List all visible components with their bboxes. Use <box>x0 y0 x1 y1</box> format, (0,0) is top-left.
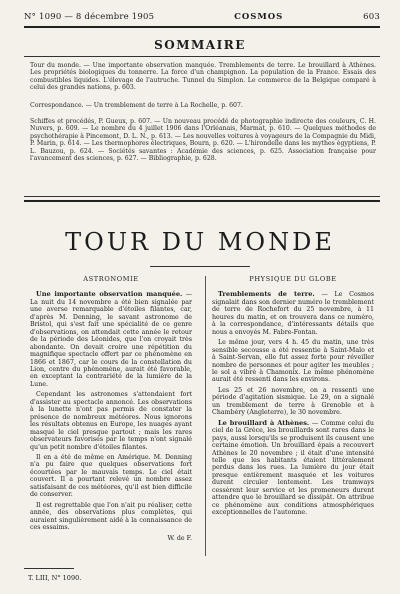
article-subhead: Une importante observation manquée. <box>36 290 183 299</box>
page-footer: T. LIII, N° 1090. <box>28 574 82 582</box>
article-subhead: Le brouillard à Athènes. <box>218 418 310 427</box>
issue-number: N° 1090 — 8 décembre 1905 <box>24 12 155 22</box>
article-paragraph: Le brouillard à Athènes. — Comme celui du ciel de la Grèce, les brouillards sont rares dans le pays, aussi lorsqu'ils se produisent ils causent une certaine émotion. Un brouillard épais a recouvert Athènes le 20 novembre ; il était d'une intensité telle que les habitants étaient littéralement perdus dans les rues. La lumière du jour était presque entièrement masquée et les voitures durent circuler lentement. Les tramways cessèrent leur service et les promeneurs durent attendre que le brouillard se dissipât. On attribue ce phénomène aux conditions atmosphériques exceptionnelles de l'automne. <box>212 418 374 517</box>
section-heading-astronomie: ASTRONOMIE <box>83 275 139 283</box>
article-paragraph: Les 25 et 26 novembre, on a ressenti une période d'agitation sismique. Le 29, on a signalé un tremblement de terre à Grenoble et à Chambéry (Angleterre), le 30 novembre. <box>212 386 374 417</box>
journal-name: COSMOS <box>234 12 284 22</box>
column-divider <box>205 276 206 556</box>
sommaire-title: SOMMAIRE <box>154 38 246 52</box>
article-subhead: Tremblements de terre. <box>218 290 315 299</box>
sommaire-rule-bottom <box>24 196 380 197</box>
title-underline <box>150 266 250 267</box>
article-paragraph: Tremblements de terre. — Le Cosmos signalait dans son dernier numéro le tremblement de terre de Rochefort du 25 novembre, à 11 heures du matin, et on trouvera dans ce numéro, à la correspondance, d'intéressants détails que nous a envoyés M. Fabre-Fontan. <box>212 290 374 336</box>
article-paragraph: Il en a été de même en Amérique. M. Denning n'a pu faire que quelques observations fort écourtées par le mauvais temps. Le ciel était couvert. Il a pourtant relevé un nombre assez satisfaisant de ces météores, qu'il est bien difficile de conserver. <box>30 453 192 499</box>
page-number: 603 <box>363 12 380 22</box>
section-heading-physique: PHYSIQUE DU GLOBE <box>249 275 337 283</box>
section-rule <box>24 200 380 202</box>
right-column <box>212 276 374 520</box>
article-signature: W. de F. <box>167 534 192 542</box>
tour-du-monde-title: TOUR DU MONDE <box>65 228 335 256</box>
sommaire-paragraph-3: Schiffes et procédés, P. Gueux, p. 607. — Un nouveau procédé de photographie indirecte des couleurs, C. H. Nuvers, p. 609. — Le nombre du 4 juillet 1906 dans l'Orléanais, Marmat, p. 610. — Quelques méthodes de psychothérapie à Pincemont, D. L. N., p. 613. — Les nouvelles voitures à voyageurs de la Compagnie du Midi, P. Marin, p. 614. — Les thermophores électriques, Bourn, p. 620. — L'hirondelle dans les mythes égyptiens, P. L. Bauzou, p. 624. — Sociétés savantes : Académie des sciences, p. 625. Association française pour l'avancement des sciences, p. 627. — Bibliographie, p. 628. <box>30 118 376 163</box>
footer-rule <box>24 568 74 569</box>
header-rule <box>24 26 380 28</box>
sommaire-paragraph-1: Tour du monde. — Une importante observation manquée. Tremblements de terre. Le brouillard à Athènes. Les propriétés biologiques du tonnerre. La force d'un champignon. La population de la France. Essais des combustibles liquides. L'élevage de l'autruche. Tunnel du Simplon. Le commerce de la Belgique comparé à celui des grandes nations, p. 603. <box>30 62 376 92</box>
sommaire-paragraph-2: Correspondance. — Un tremblement de terre à La Rochelle, p. 607. <box>30 102 243 109</box>
page-header <box>24 11 380 23</box>
article-paragraph: Le même jour, vers 4 h. 45 du matin, une très sensible secousse a été ressentie à Saint-Malo et à Saint-Servan, elle fut assez forte pour réveiller nombre de personnes et pour agiter les meubles ; le sol a vibré à Chamonix. Le même phénomène aurait été ressenti dans les environs. <box>212 339 374 384</box>
article-paragraph: Il est regrettable que l'on n'ait pu réaliser, cette année, des observations plus complètes, qui auraient singulièrement aidé à la connaissance de ces essaims. <box>30 501 192 532</box>
left-column <box>30 276 192 542</box>
sommaire-rule-top <box>24 56 380 57</box>
article-paragraph: Cependant les astronomes s'attendaient fort d'assister au spectacle annoncé. Les observations à la lunette n'ont pas permis de constater la présence de nombreux météores. Nous ignorons les résultats obtenus en Europe, les nuages ayant masqué le ciel presque partout ; mais les rares observateurs favorisés par le temps n'ont signalé qu'un petit nombre d'étoiles filantes. <box>30 391 192 451</box>
article-paragraph: Une importante observation manquée. — La nuit du 14 novembre a été bien signalée par une averse remarquable d'étoiles filantes, car, d'après M. Denning, le savant astronome de Bristol, qui s'est fait une spécialité de ce genre d'observations, on attendait cette année le retour de la période des Léonides, que l'on croyait très abondante. On devait croire une répétition du magnifique spectacle offert par ce phénomène en 1866 et 1867, car le cours de la constellation du Lion, centre du phénomène, aurait été favorable, en exceptant la contrariété de la lumière de la Lune. <box>30 290 192 388</box>
